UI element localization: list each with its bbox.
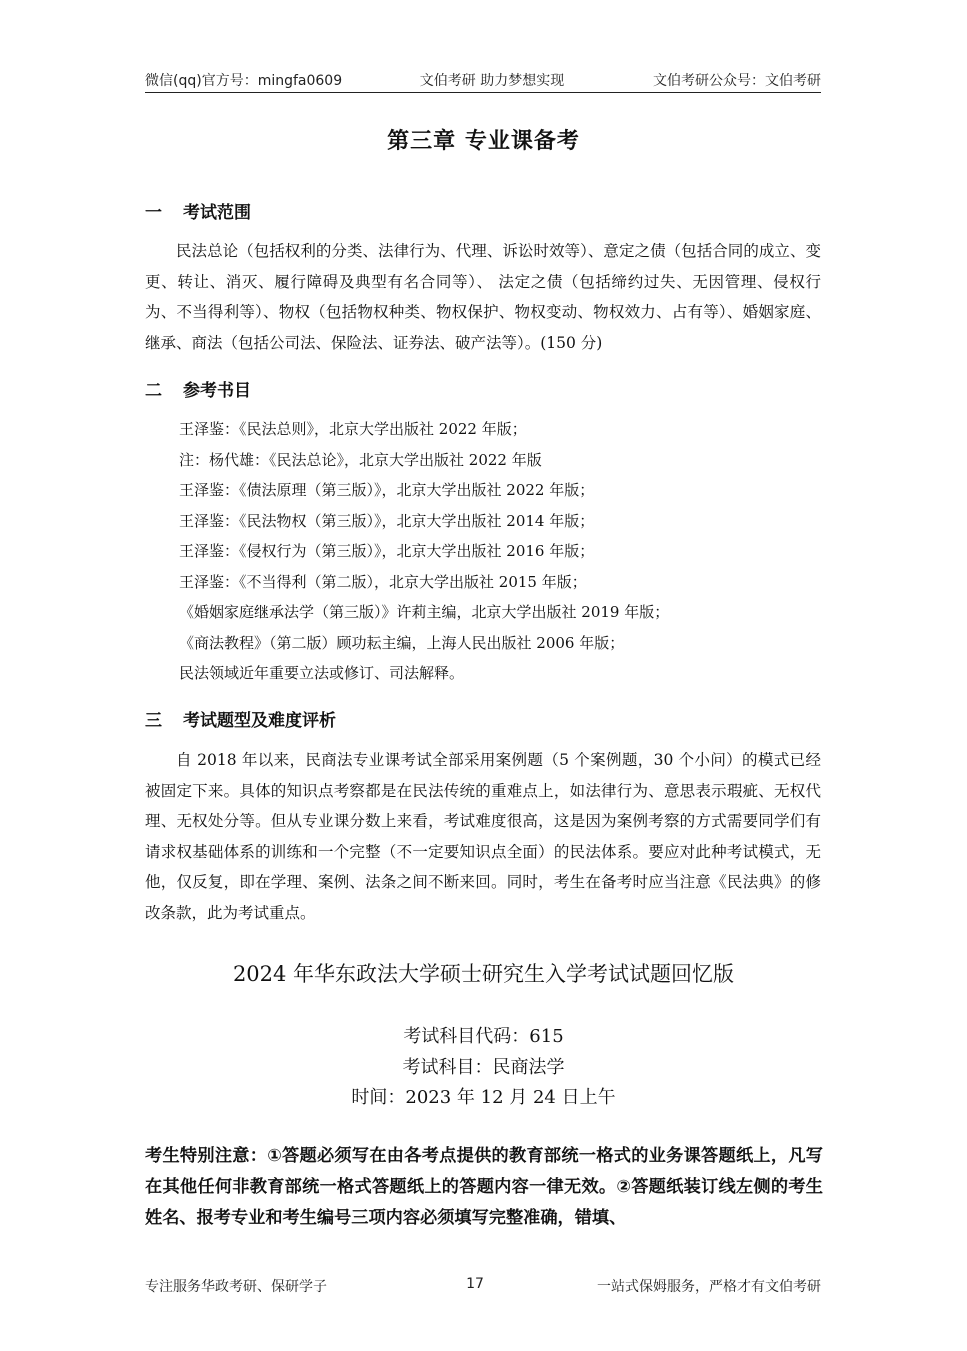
section-number: 二 <box>145 381 162 401</box>
page-header <box>145 70 821 93</box>
header-center: 文伯考研 助力梦想实现 <box>419 73 565 89</box>
reference-item: 王泽鉴：《债法原理（第三版）》，北京大学出版社 2022 年版； <box>179 481 595 499</box>
footer-right: 一站式保姆服务，严格才有文伯考研 <box>597 1279 821 1295</box>
reference-item: 民法领域近年重要立法或修订、司法解释。 <box>179 664 465 682</box>
reference-item: 王泽鉴：《侵权行为（第三版）》，北京大学出版社 2016 年版； <box>179 542 595 560</box>
reference-item: 王泽鉴：《民法物权（第三版）》，北京大学出版社 2014 年版； <box>179 511 595 530</box>
section-title: 参考书目 <box>183 381 251 401</box>
section-number: 三 <box>145 711 162 731</box>
exam-analysis-paragraph: 自 2018 年以来，民商法专业课考试全部采用案例题（5 个案例题，30 个小问）的模式已经被固定下来。具体的知识点考察都是在民法传统的重难点上，如法律行为、意思表示瑕疵、无权代理、无权处分等。但从专业课分数上来看，考试难度很高，这是因为案例考察的方式需要同学们有请求权基础体系的训练和一个完整（不一定要知识点全面）的民法体系。要应对此种考试模式，无他，仅反复，即在学理、案例、法条之间不断来回。同时，考生在备考时应当注意《民法典》的修改条款，此为考试重点。 <box>145 751 821 922</box>
section-heading-scope <box>145 198 251 223</box>
page-footer <box>145 1276 821 1298</box>
reference-item: 王泽鉴：《不当得利（第二版），北京大学出版社 2015 年版； <box>179 572 587 591</box>
chapter-title: 第三章 专业课备考 <box>387 129 580 154</box>
section-title: 考试范围 <box>183 203 251 223</box>
header-left: 微信(qq)官方号：mingfa0609 <box>145 73 343 89</box>
reference-item: 注：杨代雄：《民法总论》，北京大学出版社 2022 年版 <box>179 450 542 469</box>
exam-time: 时间：2023 年 12 月 24 日上午 <box>351 1087 616 1108</box>
reference-item: 王泽鉴：《民法总则》，北京大学出版社 2022 年版； <box>179 420 527 438</box>
scope-paragraph: 民法总论（包括权利的分类、法律行为、代理、诉讼时效等）、意定之债（包括合同的成立、变更、转让、消灭、履行障碍及典型有名合同等）、 法定之债（包括缔约过失、无因管理、侵权行为、不当得利等）、物权（包括物权种类、物权保护、物权变动、物权效力、占有等）、婚姻家庭、继承、商法（包括公司法、保险法、证券法、破产法等）。(150 分) <box>145 242 821 352</box>
header-right: 文伯考研公众号：文伯考研 <box>653 73 821 89</box>
page-number: 17 <box>466 1276 484 1292</box>
reference-item: 《商法教程》（第二版）顾功耘主编，上海人民出版社 2006 年版； <box>179 633 625 652</box>
section-heading-exam-analysis <box>145 706 336 731</box>
section-title: 考试题型及难度评析 <box>183 711 336 731</box>
exam-notice: 考生特别注意：①答题必须写在由各考点提供的教育部统一格式的业务课答题纸上，凡写在其他任何非教育部统一格式答题纸上的答题内容一律无效。②答题纸装订线左侧的考生姓名、报考专业和考生编号三项内容必须填写完整准确，错填、 <box>145 1146 823 1228</box>
exam-title: 2024 年华东政法大学硕士研究生入学考试试题回忆版 <box>232 962 735 986</box>
exam-code: 考试科目代码：615 <box>403 1026 564 1047</box>
section-number: 一 <box>145 203 162 223</box>
reference-item: 《婚姻家庭继承法学（第三版）》许莉主编，北京大学出版社 2019 年版； <box>179 603 670 621</box>
reference-list <box>179 414 819 689</box>
section-heading-references <box>145 376 251 401</box>
footer-left: 专注服务华政考研、保研学子 <box>145 1279 327 1295</box>
exam-subject: 考试科目：民商法学 <box>402 1057 565 1078</box>
